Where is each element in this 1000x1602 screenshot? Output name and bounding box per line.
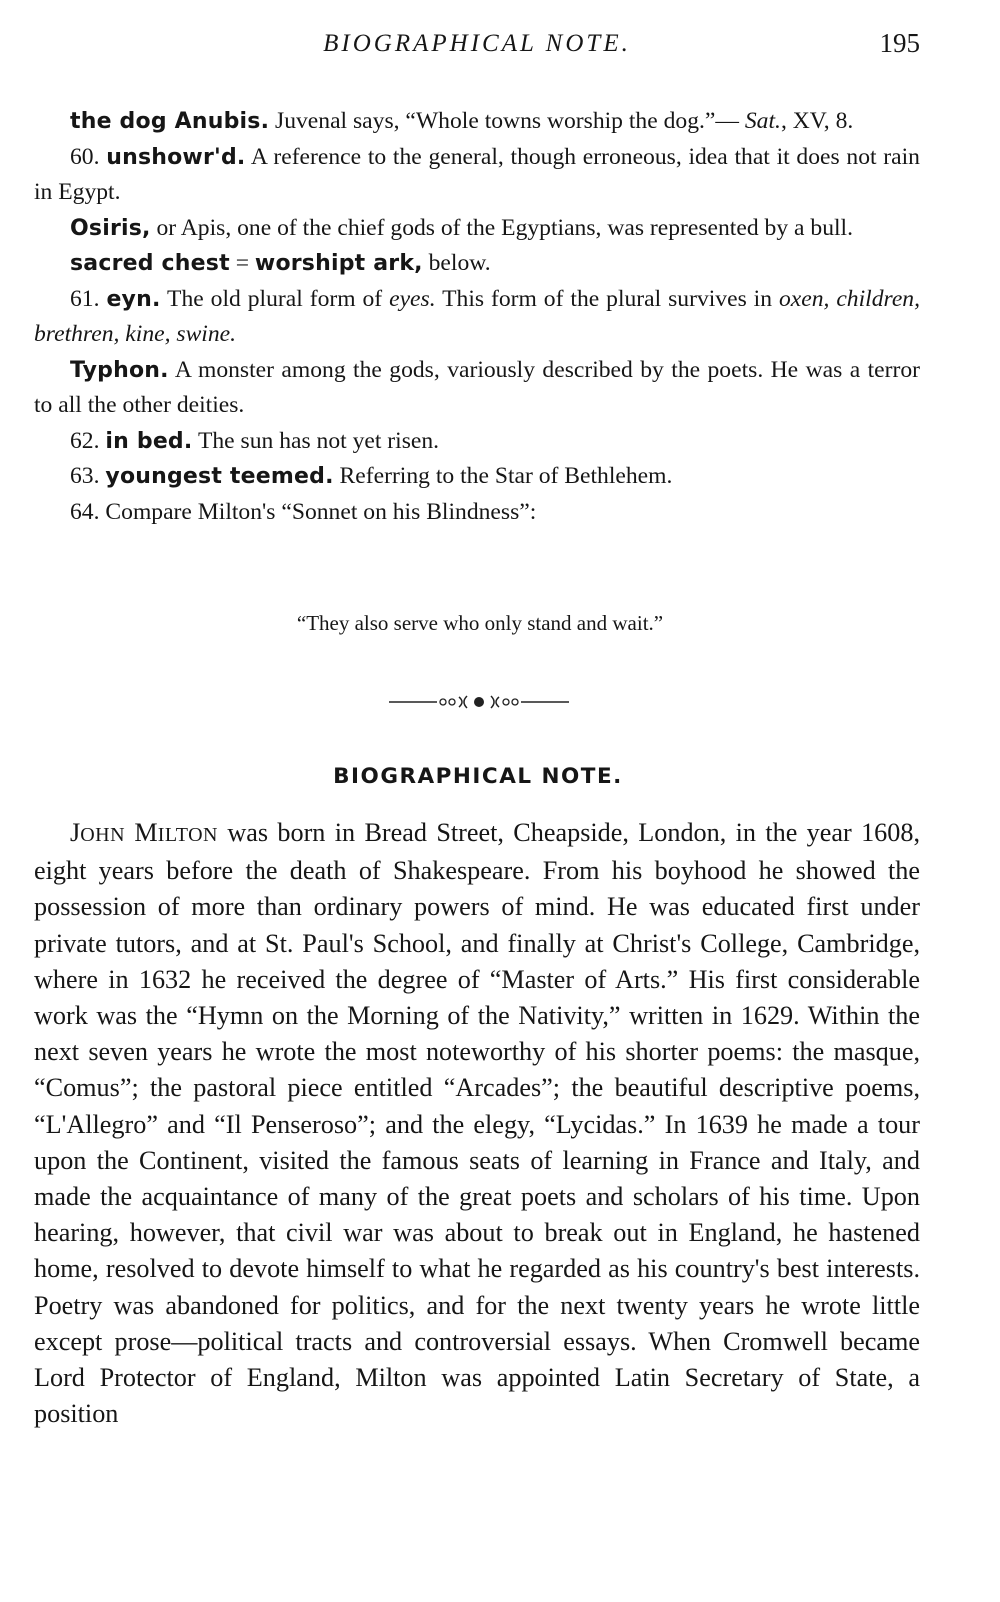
biography-paragraph [34, 815, 920, 1432]
note-text: or Apis, one of the chief gods of the Egyptians, was represented by a bull. [156, 214, 853, 241]
note-source: Sat. [744, 108, 781, 134]
note-64 [34, 495, 920, 531]
biography-text: was born in Bread Street, Cheapside, London, in the year 1608, eight years before the death of Shakespeare. From his boyhood he showed the possession of more than ordinary powers of mind. He was educated first under private tutors, and at St. Paul's School, and finally at Christ's College, Cambridge, where in 1632 he received the degree of “Master of Arts.” His first considerable work was the “Hymn on the Morning of the Nativity,” written in 1629. Within the next seven years he wrote the most noteworthy of his shorter poems: the masque, “Comus”; the pastoral piece entitled “Arcades”; the beautiful descriptive poems, “L'Allegro” and “Il Penseroso”; and the elegy, “Lycidas.” In 1639 he made a tour upon the Continent, visited the famous seats of learning in France and Italy, and made the acquaintance of many of the great poets and scholars of his time. Upon hearing, however, that civil war was about to break out in England, he hastened home, resolved to devote himself to what he regarded as his country's best interests. Poetry was abandoned for politics, and for the next twenty years he wrote little except prose—political tracts and controversial essays. When Cromwell became Lord Protector of England, Milton was appointed Latin Secretary of State, a position [34, 818, 920, 1429]
note-keyword: in bed. [105, 428, 193, 454]
note-text: Compare Milton's “Sonnet on his Blindness”: [105, 498, 537, 525]
note-anubis [34, 104, 920, 140]
quotation: “They also serve who only stand and wait.” [296, 611, 664, 635]
note-text: A monster among the gods, variously described by the poets. He was a terror to all the other deities. [34, 356, 920, 418]
note-keyword: Typhon. [70, 357, 169, 383]
author-name: JOHN MILTON [70, 818, 218, 847]
ornament-divider-icon [389, 693, 569, 711]
note-text: The old plural form of [167, 285, 383, 312]
note-63 [34, 459, 920, 495]
line-number: 61. [70, 285, 100, 312]
note-sacred-chest [34, 246, 920, 282]
note-keyword: the dog Anubis. [70, 109, 270, 134]
section-title: BIOGRAPHICAL NOTE. [333, 764, 623, 789]
note-emphasis: eyes. [389, 285, 436, 312]
note-text: below. [428, 250, 491, 276]
line-number: 63. [70, 463, 100, 489]
note-keyword-2: worshipt ark, [254, 251, 423, 276]
running-head [34, 28, 920, 68]
line-number: 64. [70, 498, 100, 525]
note-text: The sun has not yet risen. [197, 427, 440, 454]
note-text-2: This form of the plural survives in [442, 285, 773, 312]
note-keyword: sacred chest [70, 251, 230, 276]
notes-section [34, 104, 920, 530]
note-emphasis-2: oxen, children, brethren, kine, swine. [34, 285, 920, 347]
running-head-title: BIOGRAPHICAL NOTE. [323, 30, 631, 57]
note-keyword: eyn. [106, 286, 161, 312]
note-keyword: unshowr'd. [106, 144, 246, 170]
note-keyword: youngest teemed. [105, 464, 334, 489]
note-62 [34, 424, 920, 460]
note-text: Juvenal says, “Whole towns worship the dog.”— [275, 108, 739, 134]
page-number: 195 [879, 28, 920, 58]
line-number: 60. [70, 143, 100, 170]
note-osiris [34, 211, 920, 247]
note-typhon [34, 353, 920, 424]
note-61 [34, 282, 920, 353]
note-keyword: Osiris, [70, 215, 151, 241]
line-number: 62. [70, 427, 100, 454]
note-text: Referring to the Star of Bethlehem. [339, 463, 673, 489]
note-60 [34, 140, 920, 211]
note-source-ref: , XV, 8. [780, 108, 854, 134]
equals-sign: = [235, 250, 250, 276]
note-text: A reference to the general, though erroneous, idea that it does not rain in Egypt. [34, 143, 920, 205]
